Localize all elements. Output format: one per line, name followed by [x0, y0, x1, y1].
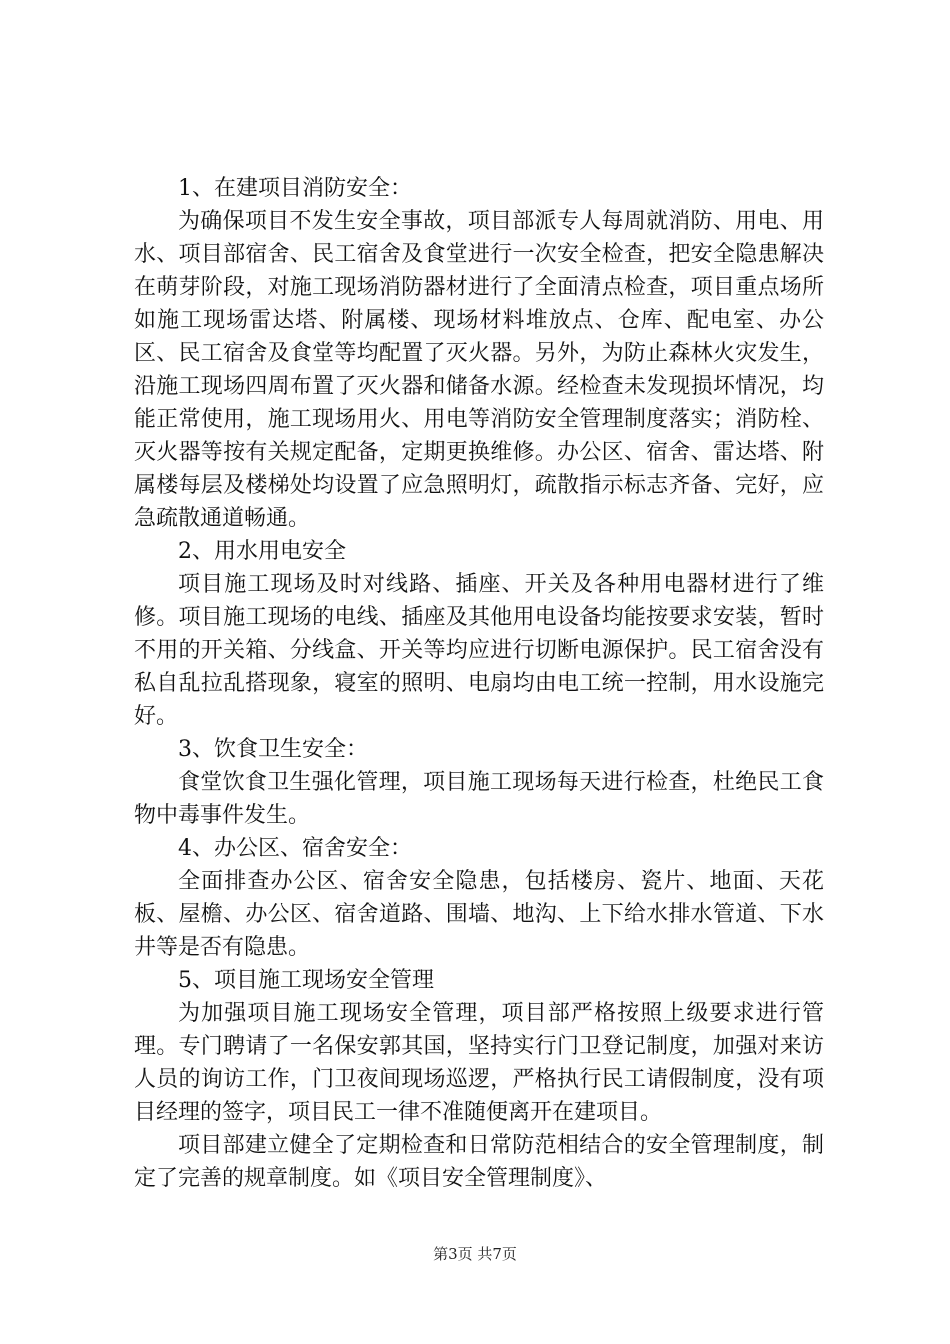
paragraph-food-hygiene: 食堂饮食卫生强化管理，项目施工现场每天进行检查，杜绝民工食物中毒事件发生。	[134, 770, 824, 828]
paragraph-office-dorm: 全面排查办公区、宿舍安全隐患，包括楼房、瓷片、地面、天花板、屋檐、办公区、宿舍道路、围墙、地沟、上下给水排水管道、下水井等是否有隐患。	[134, 869, 824, 960]
paragraph-fire-safety: 为确保项目不发生安全事故，项目部派专人每周就消防、用电、用水、项目部宿舍、民工宿舍及食堂进行一次安全检查，把安全隐患解决在萌芽阶段，对施工现场消防器材进行了全面清点检查，项目重点场所如施工现场雷达塔、附属楼、现场材料堆放点、仓库、配电室、办公区、民工宿舍及食堂等均配置了灭火器。另外，为防止森林火灾发生，沿施工现场四周布置了灭火器和储备水源。经检查未发现损坏情况，均能正常使用，施工现场用火、用电等消防安全管理制度落实；消防栓、灭火器等按有关规定配备，定期更换维修。办公区、宿舍、雷达塔、附属楼每层及楼梯处均设置了应急照明灯，疏散指示标志齐备、完好，应急疏散通道畅通。	[134, 209, 824, 531]
section-heading-water-electricity: 2、用水用电安全	[178, 539, 346, 564]
section-heading-fire-safety: 1、在建项目消防安全：	[178, 176, 412, 201]
paragraph-safety-system: 项目部建立健全了定期检查和日常防范相结合的安全管理制度，制定了完善的规章制度。如《项目安全管理制度》、	[134, 1133, 824, 1191]
section-heading-office-dorm: 4、办公区、宿舍安全：	[178, 836, 412, 861]
page-footer: 第3页 共7页	[433, 1245, 517, 1263]
document-body	[134, 172, 824, 1195]
paragraph-water-electricity: 项目施工现场及时对线路、插座、开关及各种用电器材进行了维修。项目施工现场的电线、插座及其他用电设备均能按要求安装，暂时不用的开关箱、分线盒、开关等均应进行切断电源保护。民工宿舍没有私自乱拉乱搭现象，寝室的照明、电扇均由电工统一控制，用水设施完好。	[134, 572, 824, 729]
section-heading-site-management: 5、项目施工现场安全管理	[178, 968, 434, 993]
paragraph-site-management: 为加强项目施工现场安全管理，项目部严格按照上级要求进行管理。专门聘请了一名保安郭其国，坚持实行门卫登记制度，加强对来访人员的询访工作，门卫夜间现场巡逻，严格执行民工请假制度，没有项目经理的签字，项目民工一律不准随便离开在建项目。	[134, 1001, 824, 1125]
section-heading-food-hygiene: 3、饮食卫生安全：	[178, 737, 368, 762]
